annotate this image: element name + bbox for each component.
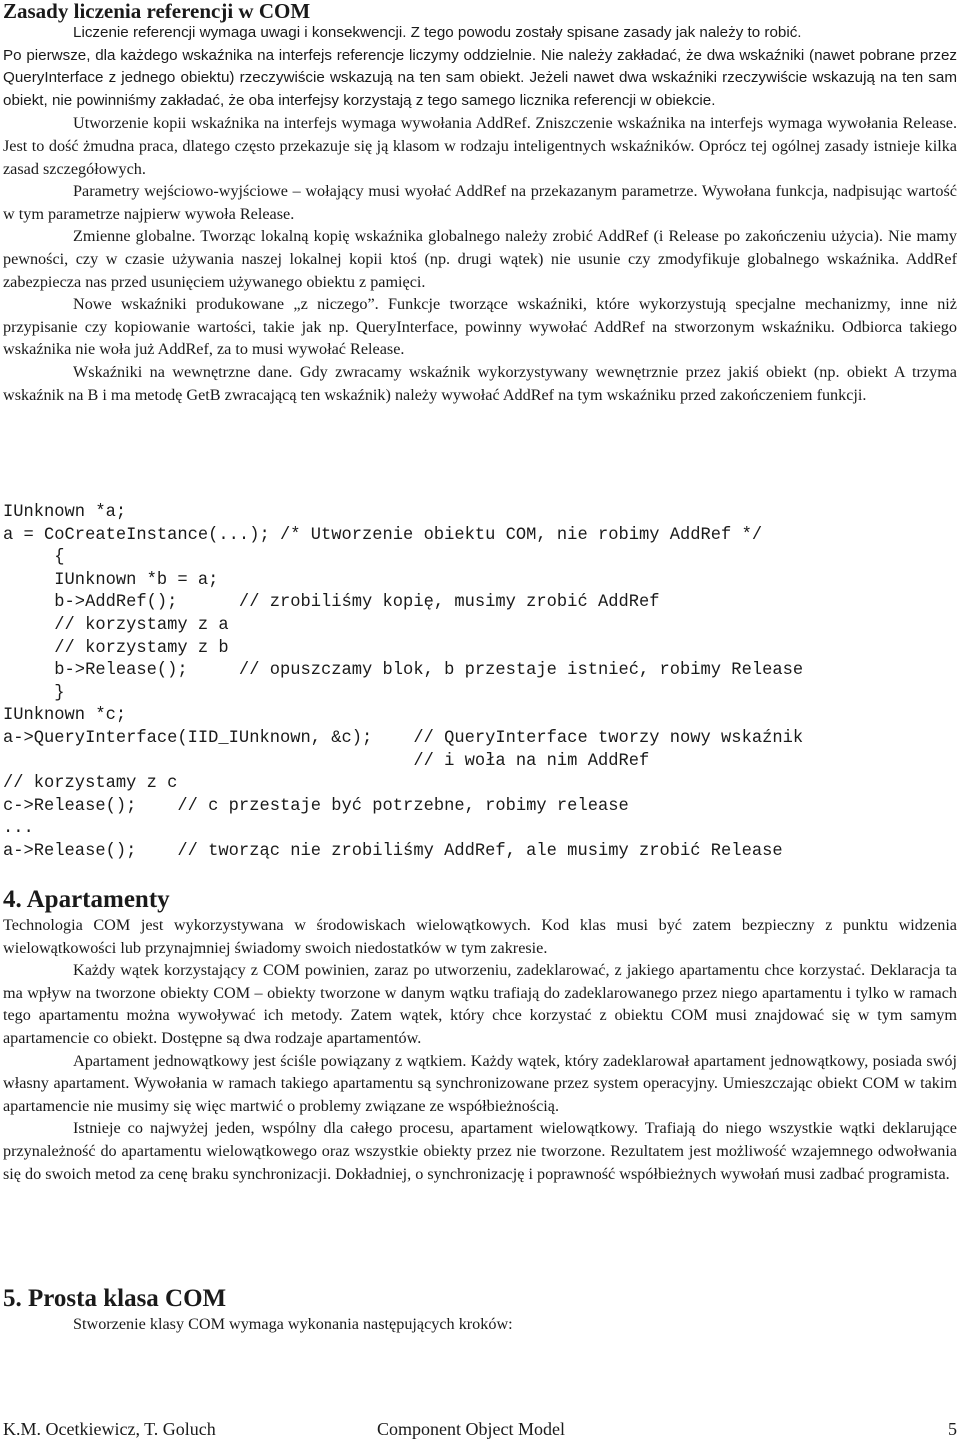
page-footer (3, 1419, 957, 1439)
paragraph: Zmienne globalne. Tworząc lokalną kopię wskaźnika globalnego należy zrobić AddRef (i Release po zakończeniu użycia). Nie mamy pewności, czy w czasie używania naszej lokalnej kopii ktoś (np. drugi wątek) nie usunie czy zmodyfikuje globalnego wskaźnika. AddRef zabezpiecza nas przed usunięciem używanego obiektu z pamięci. (3, 227, 957, 291)
paragraph: Stworzenie klasy COM wymaga wykonania następujących kroków: (73, 1315, 513, 1333)
code-line: // korzystamy z b (3, 638, 229, 658)
paragraph: Technologia COM jest wykorzystywana w środowiskach wielowątkowych. Kod klas musi być zatem bezpieczny z punktu widzenia wielowątkowości lub przynajmniej świadomy swoich niedostatków w tym zakresie. (3, 916, 957, 957)
code-line: b->AddRef(); // zrobiliśmy kopię, musimy zrobić AddRef (3, 593, 660, 613)
code-line: b->Release(); // opuszczamy blok, b przestaje istnieć, robimy Release (3, 661, 804, 681)
footer-authors: K.M. Ocetkiewicz, T. Goluch (3, 1419, 216, 1439)
code-line: // i woła na nim AddRef (3, 751, 650, 771)
code-line: a = CoCreateInstance(...); /* Utworzenie obiektu COM, nie robimy AddRef */ (3, 525, 763, 545)
code-line: a->QueryInterface(IID_IUnknown, &c); // QueryInterface tworzy nowy wskaźnik (3, 728, 804, 748)
code-line: { (3, 548, 65, 568)
section-apartamenty (3, 886, 957, 1185)
section-heading: 5. Prosta klasa COM (3, 1285, 227, 1312)
page-number: 5 (948, 1419, 957, 1439)
paragraph: Nowe wskaźniki produkowane „z niczego”. Funkcje tworzące wskaźniki, które wykorzystują specjalne mechanizmy, inne niż przypisanie czy kopiowanie wartości, takie jak np. QueryInterface, powinny wywołać AddRef na stworzonym wskaźniku. Odbiorca takiego wskaźnika nie woła już AddRef, za to musi wywołać Release. (3, 295, 957, 359)
code-line: } (3, 683, 65, 703)
section-heading: 4. Apartamenty (3, 886, 170, 913)
paragraph: Parametry wejściowo-wyjściowe – wołający musi wyołać AddRef na przekazanym parametrze. Wywołana funkcja, nadpisując wartość w tym parametrze najpierw wywoła Release. (3, 182, 957, 223)
code-line: IUnknown *c; (3, 706, 127, 726)
top-section (3, 0, 957, 406)
paragraph: Utworzenie kopii wskaźnika na interfejs wymaga wywołania AddRef. Zniszczenie wskaźnika na interfejs wymaga wywołania Release. Jest to dość żmudna praca, dlatego często przekazuje się ją klasom w rodzaju inteligentnych wskaźników. Oprócz tej ogólnej zasady istnieje kilka zasad szczegółowych. (3, 114, 957, 178)
code-line: // korzystamy z c (3, 774, 178, 794)
paragraph: Po pierwsze, dla każdego wskaźnika na interfejs referencje liczymy oddzielnie. Nie należy zakładać, że dwa wskaźniki (nawet pobrane przez QueryInterface z jednego obiektu) rzeczywiście wskazują na ten sam obiekt. Jeżeli nawet dwa wskaźniki rzeczywiście wskazują na ten sam obiekt, nie powinniśmy zakładać, że oba interfejsy korzystają z tego samego licznika referencji w obiekcie. (3, 46, 957, 109)
paragraph: Wskaźniki na wewnętrzne dane. Gdy zwracamy wskaźnik wykorzystywany wewnętrznie przez jakiś obiekt (np. obiekt A trzyma wskaźnik na B i ma metodę GetB zwracającą ten wskaźnik) należy wywołać AddRef na tym wskaźniku przed zakończeniem funkcji. (3, 362, 957, 404)
paragraph: Apartament jednowątkowy jest ściśle powiązany z wątkiem. Każdy wątek, który zadeklarował apartament jednowątkowy, posiada swój własny apartament. Wywołania w ramach takiego apartamentu są synchronizowane przez system operacyjny. Umieszczając obiekt COM w takim apartamencie nie musimy się więc martwić o problemy związane ze współbieżnością. (3, 1051, 957, 1115)
code-line: // korzystamy z a (3, 615, 229, 635)
code-line: IUnknown *b = a; (3, 570, 219, 590)
code-line: IUnknown *a; (3, 503, 127, 522)
section-title: Zasady liczenia referencji w COM (3, 0, 311, 23)
code-listing (3, 502, 957, 864)
code-line: a->Release(); // tworząc nie zrobiliśmy AddRef, ale musimy zrobić Release (3, 841, 783, 861)
section-prosta-klasa (3, 1285, 957, 1336)
paragraph: Liczenie referencji wymaga uwagi i konsekwencji. Z tego powodu zostały spisane zasady jak należy to robić. (73, 24, 802, 41)
code-line: ... (3, 819, 34, 839)
code-line: c->Release(); // c przestaje być potrzebne, robimy release (3, 796, 629, 816)
paragraph: Istnieje co najwyżej jeden, wspólny dla całego procesu, apartament wielowątkowy. Trafiają do niego wszystkie wątki deklarujące przynależność do apartamentu wielowątkowego oraz wszystkie obiekty przez nie tworzone. Rezultatem jest możliwość wzajemnego odwołwania się do swoich metod za cenę braku synchronizacji. Dokładniej, o synchronizację i poprawność współbieżnych wywołań musi zadbać programista. (3, 1119, 957, 1183)
paragraph: Każdy wątek korzystający z COM powinien, zaraz po utworzeniu, zadeklarować, z jakiego apartamentu chce korzystać. Deklaracja ta ma wpływ na tworzone obiekty COM – obiekty tworzone w danym wątku trafiają do zadeklarowanego przez niego apartamentu i tylko w ramach tego apartamentu można wywoływać ich metody. Zatem wątek, który chce korzystać z obiektu COM musi znajdować się w tym samym apartamencie co obiekt. Dostępne są dwa rodzaje apartamentów. (3, 961, 957, 1047)
footer-title: Component Object Model (377, 1419, 565, 1439)
